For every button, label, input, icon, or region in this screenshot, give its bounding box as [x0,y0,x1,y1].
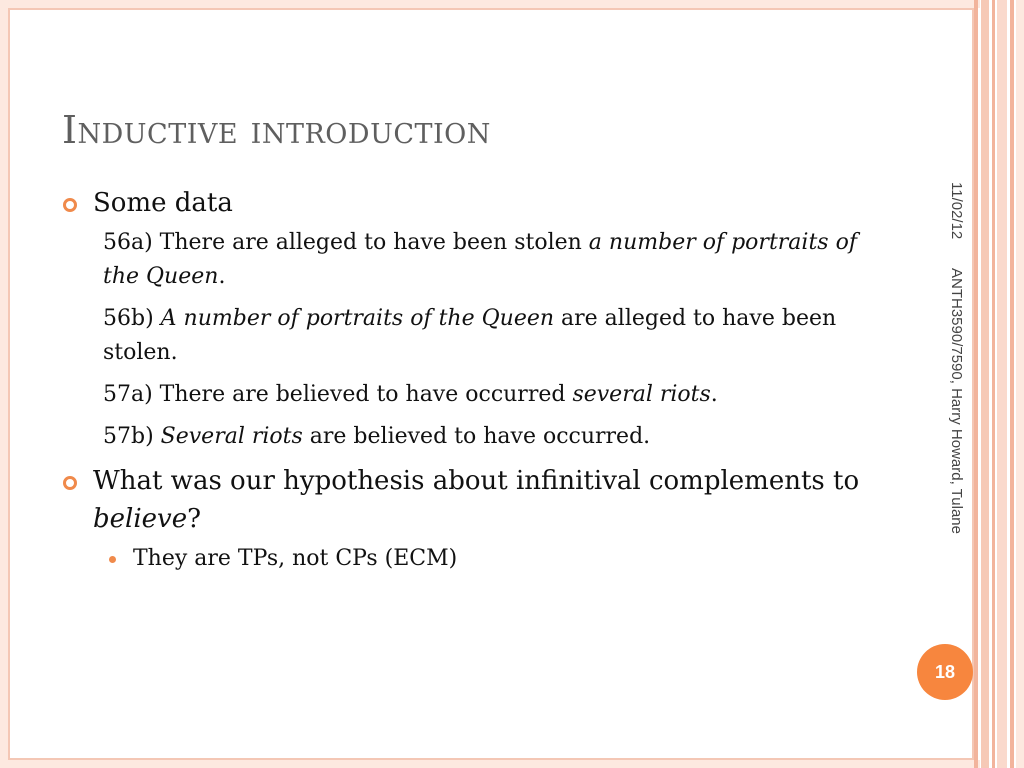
bullet-hypothesis [60,462,880,538]
decorative-stripe [981,0,989,768]
decorative-stripe [997,0,1007,768]
example-56b [60,302,880,370]
frame-left-edge [0,0,8,768]
bullet-ring-icon [63,476,77,490]
slide-footer-course: ANTH3590/7590, Harry Howard, Tulane [948,268,965,534]
frame-top-edge [0,0,980,8]
example-text: are believed to have occurred. [302,424,651,449]
sub-bullet-text: They are TPs, not CPs (ECM) [133,546,458,571]
example-italic: A number of portraits of the Queen [160,306,555,331]
example-text: 57a) There are believed to have occurred [103,382,573,407]
slide-content [60,184,880,578]
example-text: 57b) [103,424,161,449]
decorative-stripe [1016,0,1024,768]
bullet-ring-icon [63,198,77,212]
example-57b [60,420,880,454]
bullet-text: ? [187,504,202,534]
bullet-text: Some data [93,188,233,218]
slide-date: 11/02/12 [948,182,965,240]
example-italic: a number of portraits of the Queen [103,230,857,289]
example-italic: several riots [572,382,711,407]
example-text: are alleged to have been stolen. [103,306,837,365]
example-57a [60,378,880,412]
example-text: . [710,382,718,407]
example-text: 56b) [103,306,161,331]
page-number-badge: 18 [917,644,973,700]
example-italic: Several riots [160,424,303,449]
bullet-some-data [60,184,880,222]
bullet-text: What was our hypothesis about infinitival complements to [93,466,860,496]
slide-title: Inductive introduction [62,108,491,152]
example-text: . [218,264,226,289]
frame-bottom-edge [0,760,980,768]
example-56a [60,226,880,294]
bullet-dot-icon [109,556,116,563]
sub-bullet-ecm [60,542,880,576]
example-text: 56a) There are alleged to have been stolen [103,230,589,255]
decorative-stripe [974,0,978,768]
decorative-stripe [992,0,995,768]
bullet-italic: believe [93,504,188,534]
decorative-stripe [1010,0,1014,768]
